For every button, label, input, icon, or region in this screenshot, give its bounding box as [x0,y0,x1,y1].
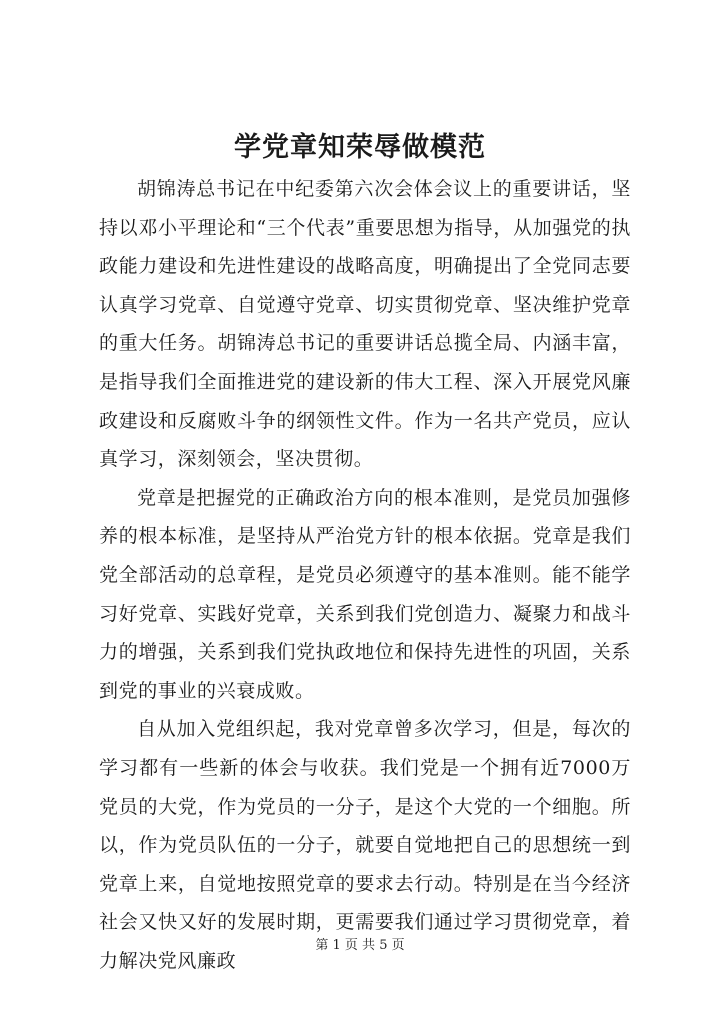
paragraph-1: 胡锦涛总书记在中纪委第六次会体会议上的重要讲话，坚持以邓小平理论和“三个代表”重要思想为指导，从加强党的执政能力建设和先进性建设的战略高度，明确提出了全党同志要认真学习党章、自觉遵守党章、切实贯彻党章、坚决维护党章的重大任务。胡锦涛总书记的重要讲话总揽全局、内涵丰富，是指导我们全面推进党的建设新的伟大工程、深入开展党风廉政建设和反腐败斗争的纲领性文件。作为一名共产党员，应认真学习，深刻领会，坚决贯彻。 [99,178,631,471]
document-body [99,170,631,980]
paragraph-2: 党章是把握党的正确政治方向的根本准则，是党员加强修养的根本标准，是坚持从严治党方针的根本依据。党章是我们党全部活动的总章程，是党员必须遵守的基本准则。能不能学习好党章、实践好党章，关系到我们党创造力、凝聚力和战斗力的增强，关系到我们党执政地位和保持先进性的巩固，关系到党的事业的兴衰成败。 [99,486,631,702]
document-title: 学党章知荣辱做模范 [234,132,486,163]
page-footer: 第 1 页 共 5 页 [315,938,405,953]
paragraph-3: 自从加入党组织起，我对党章曾多次学习，但是，每次的学习都有一些新的体会与收获。我们党是一个拥有近7000万党员的大党，作为党员的一分子，是这个大党的一个细胞。所以，作为党员队伍的一分子，就要自觉地把自己的思想统一到党章上来，自觉地按照党章的要求去行动。特别是在当今经济社会又快又好的发展时期，更需要我们通过学习贯彻党章，着力解决党风廉政 [99,718,631,972]
